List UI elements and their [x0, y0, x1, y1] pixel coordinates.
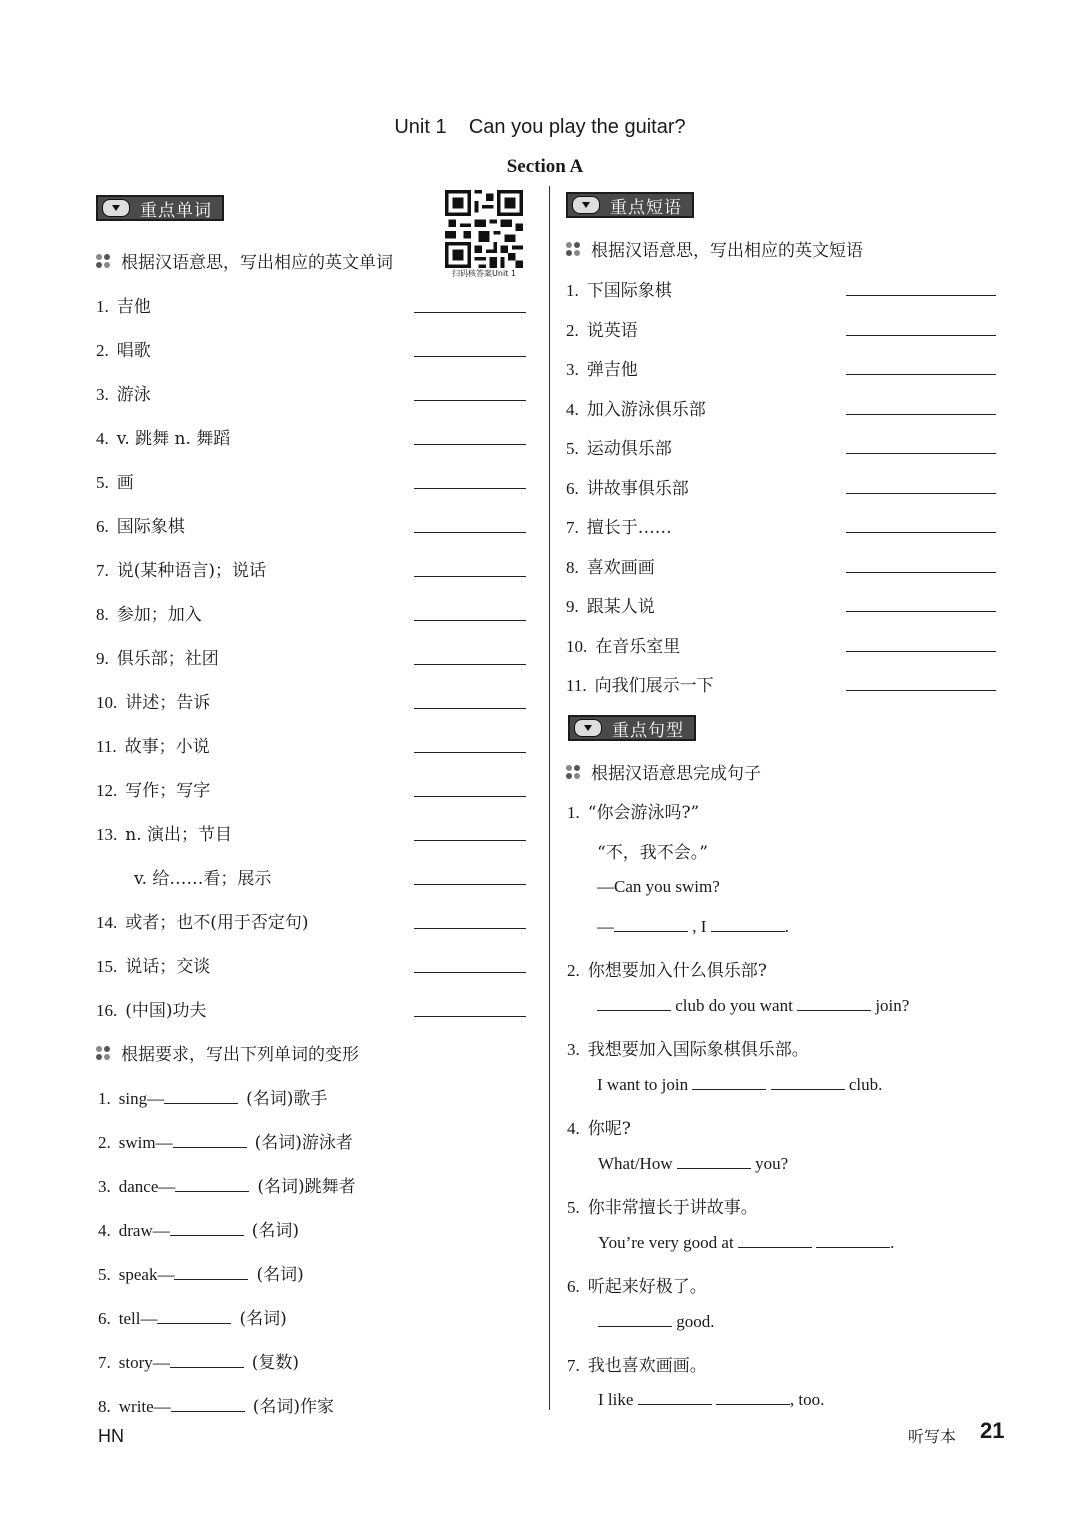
base-word: tell—	[118, 1309, 158, 1328]
phrase-item	[566, 632, 680, 657]
task-heading-phrases	[566, 236, 863, 261]
phrase-item	[566, 355, 638, 380]
form-item	[98, 1348, 299, 1373]
phrase-meaning: 跟某人说	[586, 597, 655, 617]
form-hint: (名词)作家	[252, 1397, 334, 1417]
answer-blank[interactable]	[638, 1390, 712, 1405]
answer-blank[interactable]	[846, 493, 996, 494]
item-number: 11.	[96, 737, 117, 756]
text: club.	[848, 1075, 883, 1094]
chevron-down-icon	[572, 196, 600, 214]
form-hint: (名词)歌手	[246, 1089, 328, 1109]
word-item	[96, 820, 232, 845]
qr-caption: 扫码核答案Unit 1	[452, 269, 516, 278]
base-word: speak—	[118, 1265, 175, 1284]
base-word: story—	[118, 1353, 170, 1372]
answer-blank[interactable]	[414, 620, 526, 621]
form-item	[98, 1304, 287, 1329]
answer-blank[interactable]	[171, 1397, 245, 1412]
item-number: 1.	[566, 281, 579, 300]
item-number: 1.	[567, 803, 580, 822]
answer-blank[interactable]	[414, 444, 526, 445]
sentence-1-zh	[567, 798, 699, 823]
phrase-item	[566, 316, 638, 341]
word-item	[96, 424, 230, 449]
word-item	[96, 908, 309, 933]
item-number: 5.	[566, 439, 579, 458]
base-word: draw—	[118, 1221, 170, 1240]
answer-blank[interactable]	[846, 690, 996, 691]
sentence-1-en-1: —Can you swim?	[597, 877, 720, 896]
item-number: 8.	[96, 605, 109, 624]
base-word: write—	[118, 1397, 171, 1416]
word-item	[96, 952, 210, 977]
phrase-meaning: 讲故事俱乐部	[586, 479, 689, 499]
word-meaning: 或者；也不(用于否定句)	[125, 913, 309, 933]
form-item	[98, 1216, 299, 1241]
answer-blank[interactable]	[846, 453, 996, 454]
word-item	[96, 732, 210, 757]
answer-blank[interactable]	[414, 576, 526, 577]
answer-blank[interactable]	[692, 1075, 766, 1090]
sentence-4-zh	[567, 1114, 631, 1139]
answer-blank[interactable]	[414, 796, 526, 797]
form-hint: (名词)	[256, 1265, 304, 1285]
phrase-item	[566, 671, 714, 696]
answer-blank[interactable]	[738, 1233, 812, 1248]
sentence-5-en	[598, 1233, 894, 1253]
word-item	[96, 336, 151, 361]
word-meaning: 俱乐部；社团	[116, 649, 219, 669]
word-meaning: 写作；写字	[125, 781, 211, 801]
item-number: 5.	[98, 1265, 111, 1284]
phrase-item	[566, 474, 689, 499]
answer-blank[interactable]	[771, 1075, 845, 1090]
answer-blank[interactable]	[846, 414, 996, 415]
item-number: 9.	[96, 649, 109, 668]
unit-title: Unit 1 Can you play the guitar?	[394, 116, 686, 138]
sentence-text: “你会游泳吗?”	[587, 803, 700, 823]
bullet-dots-icon	[566, 241, 582, 257]
item-number: 4.	[567, 1119, 580, 1138]
answer-blank[interactable]	[414, 928, 526, 929]
word-item	[96, 644, 219, 669]
chevron-down-icon	[574, 719, 602, 737]
sentence-2-zh	[567, 956, 767, 981]
base-word: sing—	[118, 1089, 165, 1108]
base-word: dance—	[118, 1177, 176, 1196]
word-item	[134, 864, 271, 889]
item-number: 11.	[566, 676, 587, 695]
item-number: 5.	[567, 1198, 580, 1217]
word-meaning: v. 跳舞 n. 舞蹈	[116, 429, 231, 449]
answer-blank[interactable]	[846, 374, 996, 375]
answer-blank[interactable]	[173, 1133, 247, 1148]
sentence-3-en	[597, 1075, 882, 1095]
bullet-dots-icon	[96, 253, 112, 269]
footer-book-name: 听写本	[908, 1427, 957, 1446]
sentence-1-zh-2: “不，我不会。”	[597, 843, 708, 863]
answer-blank[interactable]	[414, 1016, 526, 1017]
word-meaning: 参加；加入	[116, 605, 202, 625]
phrase-meaning: 擅长于……	[586, 518, 672, 538]
phrase-item	[566, 553, 655, 578]
item-number: 5.	[96, 473, 109, 492]
task-heading-forms	[96, 1040, 359, 1065]
period: .	[784, 917, 789, 936]
column-divider	[549, 186, 550, 1410]
item-number: 12.	[96, 781, 118, 800]
word-item	[96, 776, 210, 801]
footer-left-code: HN	[98, 1426, 124, 1446]
badge-label: 重点句型	[612, 720, 684, 741]
task-label: 根据汉语意思，写出相应的英文短语	[591, 241, 863, 261]
phrase-meaning: 运动俱乐部	[586, 439, 672, 459]
sentence-text: 你想要加入什么俱乐部?	[587, 961, 767, 981]
phrase-meaning: 下国际象棋	[586, 281, 672, 301]
answer-blank[interactable]	[598, 1312, 672, 1327]
word-meaning: 唱歌	[116, 341, 151, 361]
answer-blank[interactable]	[597, 996, 671, 1011]
sentence-text: 你非常擅长于讲故事。	[587, 1198, 758, 1218]
sentence-6-en	[598, 1312, 715, 1332]
phrase-item	[566, 276, 672, 301]
section-title: Section A	[506, 156, 584, 177]
sentence-text: 你呢?	[587, 1119, 631, 1139]
task-label: 根据汉语意思完成句子	[591, 764, 761, 784]
text: club do you want	[675, 996, 793, 1015]
form-hint: (名词)跳舞者	[257, 1177, 356, 1197]
item-number: 6.	[98, 1309, 111, 1328]
phrase-meaning: 在音乐室里	[595, 637, 681, 657]
form-hint: (名词)游泳者	[254, 1133, 353, 1153]
text: join?	[875, 996, 910, 1015]
word-meaning: (中国)功夫	[125, 1001, 207, 1021]
phrase-meaning: 加入游泳俱乐部	[586, 400, 706, 420]
answer-blank[interactable]	[716, 1390, 790, 1405]
qr-code-icon	[445, 190, 523, 268]
item-number: 7.	[566, 518, 579, 537]
answer-blank[interactable]	[414, 312, 526, 313]
item-number: 10.	[96, 693, 118, 712]
word-item	[96, 556, 266, 581]
answer-blank[interactable]	[414, 356, 526, 357]
item-number: 3.	[96, 385, 109, 404]
answer-blank[interactable]	[797, 996, 871, 1011]
item-number: 2.	[96, 341, 109, 360]
sentence-4-en	[598, 1154, 788, 1174]
bullet-dots-icon	[96, 1045, 112, 1061]
text: you?	[755, 1154, 789, 1173]
sentence-text: 听起来好极了。	[587, 1277, 707, 1297]
period: .	[890, 1233, 895, 1252]
text: , I	[692, 917, 707, 936]
form-item	[98, 1084, 327, 1109]
answer-blank[interactable]	[614, 917, 688, 932]
answer-blank[interactable]	[846, 532, 996, 533]
answer-blank[interactable]	[170, 1353, 244, 1368]
answer-blank[interactable]	[414, 884, 526, 885]
form-hint: (名词)	[239, 1309, 287, 1329]
badge-key-phrases	[566, 192, 694, 218]
task-label: 根据要求，写出下列单词的变形	[121, 1045, 359, 1065]
sentence-7-zh	[567, 1351, 707, 1376]
word-item	[96, 292, 151, 317]
answer-blank[interactable]	[414, 752, 526, 753]
item-number: 2.	[566, 321, 579, 340]
word-meaning: v. 给……看；展示	[134, 869, 272, 889]
answer-blank[interactable]	[846, 611, 996, 612]
item-number: 13.	[96, 825, 118, 844]
item-number: 1.	[98, 1089, 111, 1108]
item-number: 7.	[98, 1353, 111, 1372]
form-item	[98, 1392, 334, 1417]
dash: —	[597, 917, 614, 936]
answer-blank[interactable]	[846, 335, 996, 336]
answer-blank[interactable]	[414, 840, 526, 841]
item-number: 3.	[567, 1040, 580, 1059]
item-number: 14.	[96, 913, 118, 932]
phrase-meaning: 说英语	[586, 321, 638, 341]
answer-blank[interactable]	[414, 532, 526, 533]
sentence-text: 我想要加入国际象棋俱乐部。	[587, 1040, 809, 1060]
item-number: 8.	[566, 558, 579, 577]
item-number: 6.	[566, 479, 579, 498]
item-number: 3.	[566, 360, 579, 379]
answer-blank[interactable]	[414, 708, 526, 709]
base-word: swim—	[118, 1133, 173, 1152]
text: , too.	[789, 1390, 825, 1409]
answer-blank[interactable]	[414, 400, 526, 401]
badge-key-words	[96, 195, 224, 221]
answer-blank[interactable]	[175, 1177, 249, 1192]
item-number: 3.	[98, 1177, 111, 1196]
badge-label: 重点短语	[610, 197, 682, 218]
word-meaning: 说(某种语言)；说话	[116, 561, 267, 581]
item-number: 16.	[96, 1001, 118, 1020]
answer-blank[interactable]	[711, 917, 785, 932]
sentence-2-en	[597, 996, 909, 1016]
phrase-item	[566, 513, 672, 538]
sentence-text: 我也喜欢画画。	[587, 1356, 707, 1376]
answer-blank[interactable]	[414, 664, 526, 665]
word-meaning: 说话；交谈	[125, 957, 211, 977]
phrase-meaning: 喜欢画画	[586, 558, 655, 578]
answer-blank[interactable]	[164, 1089, 238, 1104]
word-meaning: 画	[116, 473, 134, 493]
word-item	[96, 600, 202, 625]
word-item	[96, 688, 210, 713]
item-number: 10.	[566, 637, 588, 656]
word-meaning: 讲述；告诉	[125, 693, 211, 713]
phrase-item	[566, 395, 706, 420]
item-number: 6.	[567, 1277, 580, 1296]
word-item	[96, 512, 185, 537]
sentence-1-en-2	[597, 917, 789, 937]
task-label: 根据汉语意思，写出相应的英文单词	[121, 253, 393, 273]
phrase-meaning: 弹吉他	[586, 360, 638, 380]
page-number: 21	[980, 1418, 1005, 1443]
form-hint: (名词)	[251, 1221, 299, 1241]
answer-blank[interactable]	[414, 488, 526, 489]
item-number: 2.	[567, 961, 580, 980]
answer-blank[interactable]	[846, 572, 996, 573]
item-number: 4.	[98, 1221, 111, 1240]
item-number: 8.	[98, 1397, 111, 1416]
form-item	[98, 1260, 304, 1285]
answer-blank[interactable]	[414, 972, 526, 973]
answer-blank[interactable]	[816, 1233, 890, 1248]
text: I want to join	[597, 1075, 689, 1094]
word-item	[96, 996, 207, 1021]
sentence-6-zh	[567, 1272, 707, 1297]
word-meaning: 游泳	[116, 385, 151, 405]
phrase-item	[566, 592, 655, 617]
item-number: 15.	[96, 957, 118, 976]
chevron-down-icon	[102, 199, 130, 217]
text: What/How	[598, 1154, 673, 1173]
word-meaning: 吉他	[116, 297, 151, 317]
word-item	[96, 380, 151, 405]
item-number: 6.	[96, 517, 109, 536]
answer-blank[interactable]	[846, 651, 996, 652]
word-meaning: n. 演出；节目	[125, 825, 233, 845]
sentence-5-zh	[567, 1193, 758, 1218]
text: You’re very good at	[598, 1233, 734, 1252]
bullet-dots-icon	[566, 764, 582, 780]
item-number: 7.	[96, 561, 109, 580]
answer-blank[interactable]	[174, 1265, 248, 1280]
item-number: 4.	[566, 400, 579, 419]
sentence-7-en	[598, 1390, 824, 1410]
item-number: 9.	[566, 597, 579, 616]
item-number: 1.	[96, 297, 109, 316]
task-heading-sentences	[566, 759, 761, 784]
text: good.	[676, 1312, 715, 1331]
answer-blank[interactable]	[846, 295, 996, 296]
sentence-3-zh	[567, 1035, 809, 1060]
task-heading-words	[96, 248, 393, 273]
word-meaning: 故事；小说	[124, 737, 210, 757]
badge-label: 重点单词	[140, 200, 212, 221]
item-number: 2.	[98, 1133, 111, 1152]
form-item	[98, 1172, 356, 1197]
badge-key-sentences	[568, 715, 696, 741]
item-number: 7.	[567, 1356, 580, 1375]
answer-blank[interactable]	[677, 1154, 751, 1169]
phrase-item	[566, 434, 672, 459]
answer-blank[interactable]	[157, 1309, 231, 1324]
item-number: 4.	[96, 429, 109, 448]
form-item	[98, 1128, 353, 1153]
form-hint: (复数)	[251, 1353, 300, 1373]
answer-blank[interactable]	[170, 1221, 244, 1236]
word-meaning: 国际象棋	[116, 517, 185, 537]
text: I like	[598, 1390, 634, 1409]
word-item	[96, 468, 134, 493]
phrase-meaning: 向我们展示一下	[594, 676, 714, 696]
